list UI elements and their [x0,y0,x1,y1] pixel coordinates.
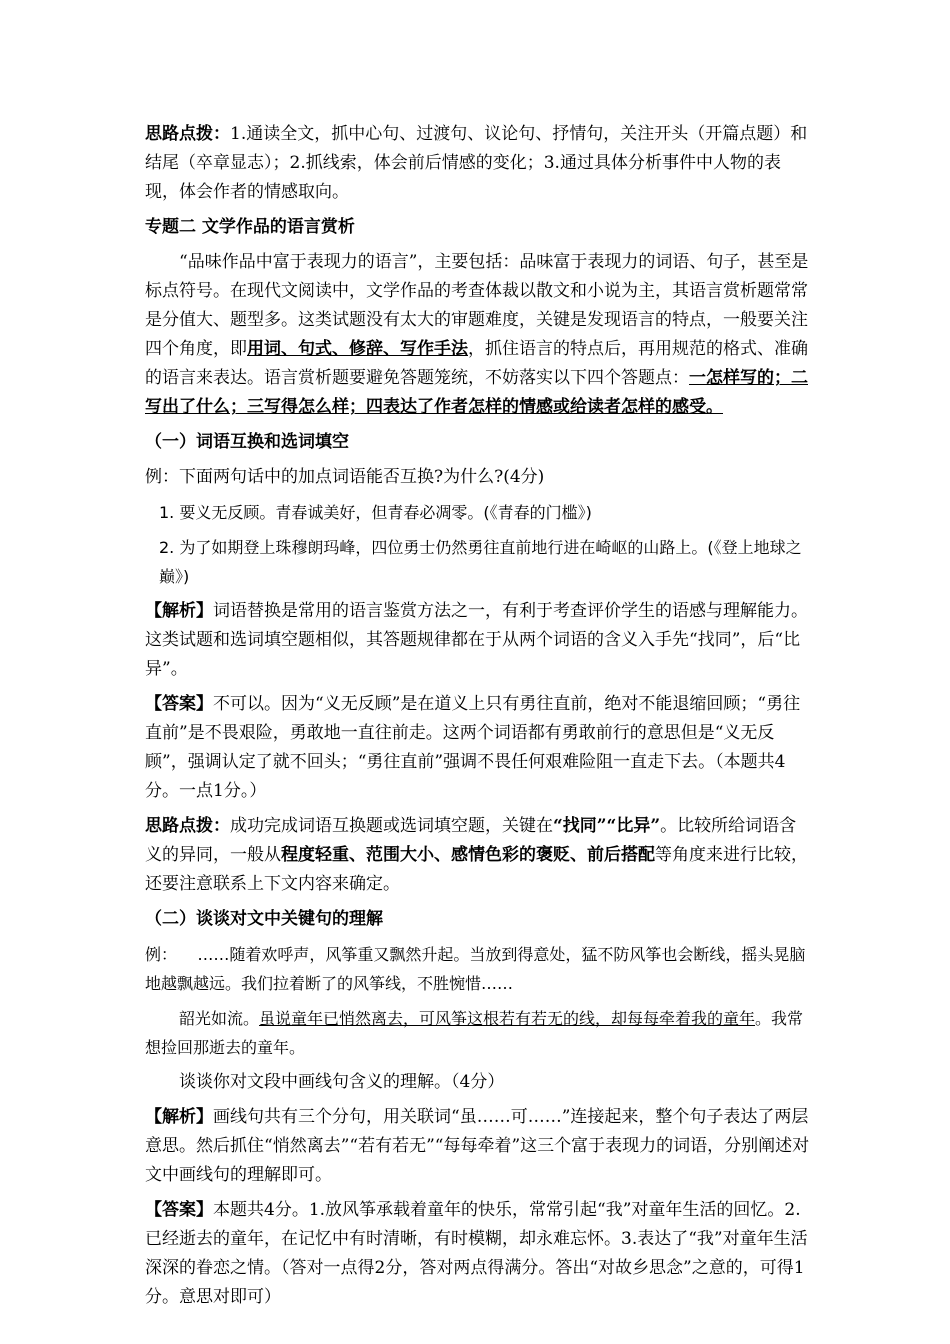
example-2-lead: 韶光如流。 [179,1009,260,1028]
tip-keyword: “找同”“比异” [553,816,661,836]
intro-angles: 用词、句式、修辞、写作手法 [247,339,468,359]
section-2-example-2 [145,1004,813,1062]
section-1-question: 例：下面两句话中的加点词语能否互换?为什么?(4分) [145,467,545,487]
analysis-text-2: 画线句共有三个分句，用关联词“虽……可……”连接起来，整个句子表达了两层意思。然后抓住“悄然离去”“若有若无”“每每牵着”这三个富于表现力的词语，分别阐述对文中画线句的理解即可。 [145,1107,810,1185]
tip-text-c: 。比较所给词语含义的异同，一般从 [145,816,797,865]
section-1-answer [145,690,813,806]
section-2-question: 谈谈你对文段中画线句含义的理解。（4分） [179,1072,505,1092]
tip-label: 思路点拨： [145,124,230,144]
analysis-label-2: 【解析】 [145,1107,213,1127]
example-item-2: 2. 为了如期登上珠穆朗玛峰，四位勇士仍然勇往直前地行进在崎岖的山路上。(《登上地球之巅》) [159,538,802,586]
section-1-heading: （一）词语互换和选词填空 [145,432,349,452]
example-label: 例： [145,945,178,964]
underlined-sentence: 虽说童年已悄然离去，可风筝这根若有若无的线，却每每牵着我的童年 [259,1009,756,1028]
answer-label: 【答案】 [145,694,213,714]
tip-paragraph-1 [145,120,813,207]
section-2-answer [145,1196,813,1312]
section-1-analysis [145,597,813,684]
answer-text-2: 本题共4分。1.放风筝承载着童年的快乐，常常引起“我”对童年生活的回忆。2.已经逝去的童年，在记忆中有时清晰，有时模糊，却永难忘怀。3.表达了“我”对童年生活深深的眷恋之情。（答对一点得2分，答对两点得满分。答出“对故乡思念”之意的，可得1分。意思对即可） [145,1200,808,1307]
answer-label-2: 【答案】 [145,1200,213,1220]
tip-label-2: 思路点拨： [145,816,230,836]
tip-text-a: 成功完成词语互换题或选词填空题，关键在 [230,816,553,836]
intro-paragraph [145,248,813,422]
intro-text-2: ，抓住语言的特点后，再用规范的格式、准确的语言来表达。语言赏析题要避免答题笼统，不妨落实以下四个答题点： [145,339,808,388]
section-2-analysis [145,1103,813,1190]
example-2-tail: 。我常想捡回那逝去的童年。 [145,1009,804,1057]
intro-points: 一怎样写的；二写出了什么；三写得怎么样；四表达了作者怎样的情感或给读者怎样的感受。 [145,368,808,417]
tip-text: 1.通读全文，抓中心句、过渡句、议论句、抒情句，关注开头（开篇点题）和结尾（卒章显志）；2.抓线索，体会前后情感的变化；3.通过具体分析事件中人物的表现，体会作者的情感取向。 [145,124,808,202]
analysis-text: 词语替换是常用的语言鉴赏方法之一，有利于考查评价学生的语感与理解能力。这类试题和选词填空题相似，其答题规律都在于从两个词语的含义入手先“找同”，后“比异”。 [145,601,808,679]
tip-text-e: 等角度来进行比较，还要注意联系上下文内容来确定。 [145,845,808,894]
example-item-1: 1. 要义无反顾。青春诚美好，但青春必凋零。(《青春的门槛》) [159,503,592,522]
intro-text-1: “品味作品中富于表现力的语言”，主要包括：品味富于表现力的词语、句子，甚至是标点符号。在现代文阅读中，文学作品的考查体裁以散文和小说为主，其语言赏析题常常是分值大、题型多。这类试题没有太大的审题难度，关键是发现语言的特点，一般要关注四个角度，即 [145,252,809,359]
section-1-tip [145,812,813,899]
section-2-example [145,940,813,998]
example-text: ……随着欢呼声，风筝重又飘然升起。当放到得意处，猛不防风筝也会断线，摇头晃脑地越飘越远。我们拉着断了的风筝线，不胜惋惜…… [145,945,806,993]
section-2-heading: （二）谈谈对文中关键句的理解 [145,909,383,929]
answer-text: 不可以。因为“义无反顾”是在道义上只有勇往直前，绝对不能退缩回顾；“勇往直前”是不畏艰险，勇敢地一直往前走。这两个词语都有勇敢前行的意思但是“义无反顾”，强调认定了就不回头；“勇往直前”强调不畏任何艰难险阻一直走下去。（本题共4分。一点1分。） [145,694,801,801]
topic-2-heading: 专题二 文学作品的语言赏析 [145,217,355,237]
document-page [145,120,813,1318]
analysis-label: 【解析】 [145,601,213,621]
tip-angles: 程度轻重、范围大小、感情色彩的褒贬、前后搭配 [281,845,655,865]
